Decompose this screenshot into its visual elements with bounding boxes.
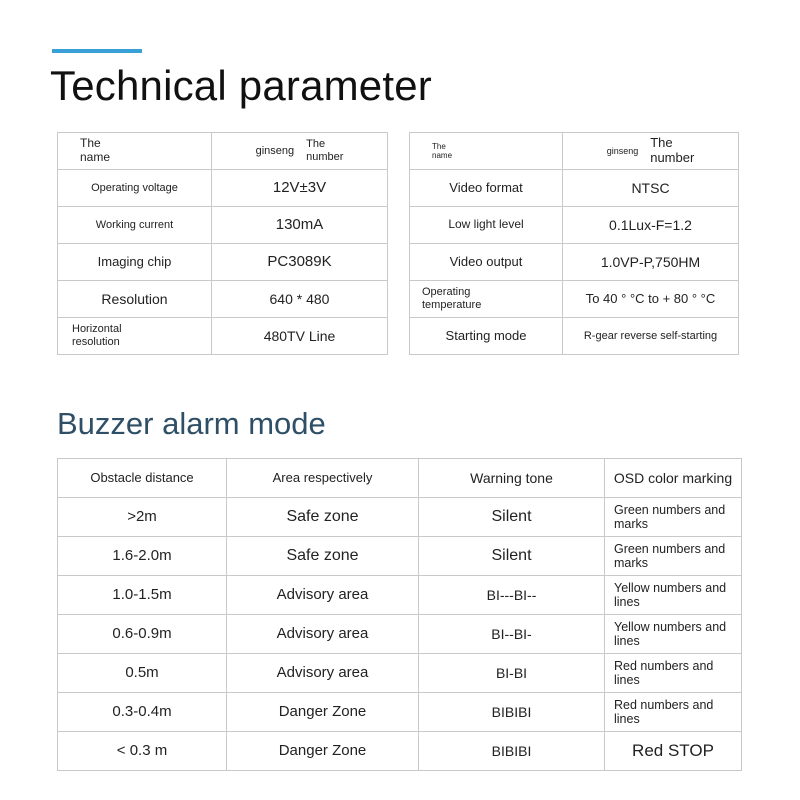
param-name: Low light level (410, 207, 563, 244)
table-row (410, 244, 739, 281)
tone-cell: BIBIBI (419, 693, 605, 732)
table-row (58, 693, 742, 732)
osd-cell (605, 654, 742, 693)
param-table-right (409, 132, 739, 355)
table-row (58, 615, 742, 654)
osd-cell (605, 615, 742, 654)
table-header-row (410, 133, 739, 170)
column-header: Warning tone (419, 459, 605, 498)
param-name-line2: resolution (72, 336, 120, 348)
param-name: Imaging chip (58, 244, 212, 281)
section-title-buzzer: Buzzer alarm mode (57, 406, 326, 441)
distance-cell: < 0.3 m (58, 732, 227, 771)
param-value: To 40 ° °C to + 80 ° °C (563, 281, 739, 318)
area-cell: Safe zone (227, 537, 419, 576)
param-table-left (57, 132, 388, 355)
param-value: 130mA (212, 207, 388, 244)
header-name-line2: name (432, 151, 453, 160)
tone-cell: BI-BI (419, 654, 605, 693)
param-name: Operating voltage (58, 170, 212, 207)
osd-line1: Yellow numbers and (614, 619, 727, 634)
param-name: Working current (58, 207, 212, 244)
param-name: Video format (410, 170, 563, 207)
table-row (58, 576, 742, 615)
param-name-cell (410, 281, 563, 318)
table-header-row (58, 459, 742, 498)
param-name-line2: temperature (422, 299, 482, 311)
table-row (58, 207, 388, 244)
table-row (410, 207, 739, 244)
osd-line2: marks (614, 556, 649, 570)
header-name-line1: The (80, 136, 101, 151)
param-name: Resolution (58, 281, 212, 318)
header-number-line1: The (650, 135, 673, 151)
table-row (58, 281, 388, 318)
column-header: OSD color marking (605, 459, 742, 498)
table-row (58, 654, 742, 693)
table-row (58, 170, 388, 207)
distance-cell: 1.6-2.0m (58, 537, 227, 576)
tone-cell: Silent (419, 498, 605, 537)
area-cell: Safe zone (227, 498, 419, 537)
osd-cell (605, 693, 742, 732)
header-value-cell (212, 133, 388, 170)
osd-cell (605, 576, 742, 615)
header-value-cell (563, 133, 739, 170)
distance-cell: 0.5m (58, 654, 227, 693)
header-name-cell (410, 133, 563, 170)
table-row (410, 281, 739, 318)
area-cell: Danger Zone (227, 732, 419, 771)
param-value: NTSC (563, 170, 739, 207)
table-row (410, 318, 739, 355)
osd-cell: Red STOP (605, 732, 742, 771)
osd-line2: marks (614, 517, 649, 531)
osd-line1: Green numbers and (614, 502, 726, 517)
osd-line1: Yellow numbers and (614, 580, 727, 595)
table-row (58, 732, 742, 771)
tone-cell: BI--BI- (419, 615, 605, 654)
tone-cell: BIBIBI (419, 732, 605, 771)
param-name-cell (58, 318, 212, 355)
param-value: 640 * 480 (212, 281, 388, 318)
distance-cell: >2m (58, 498, 227, 537)
param-name: Starting mode (410, 318, 563, 355)
table-row (410, 170, 739, 207)
table-row (58, 537, 742, 576)
param-name-line1: Horizontal (72, 323, 122, 336)
tone-cell: BI---BI-- (419, 576, 605, 615)
osd-cell (605, 498, 742, 537)
header-number-line2: number (306, 151, 344, 163)
osd-line1: Red numbers and lines (614, 658, 714, 687)
table-row (58, 498, 742, 537)
buzzer-table (57, 458, 742, 771)
column-header: Area respectively (227, 459, 419, 498)
header-number-line2: number (650, 150, 695, 165)
tone-cell: Silent (419, 537, 605, 576)
param-value: 12V±3V (212, 170, 388, 207)
distance-cell: 1.0-1.5m (58, 576, 227, 615)
osd-cell (605, 537, 742, 576)
section-title-technical: Technical parameter (50, 62, 432, 109)
osd-line2: lines (614, 595, 640, 609)
osd-line1: Red numbers and lines (614, 697, 714, 726)
param-value: 480TV Line (212, 318, 388, 355)
param-name: Video output (410, 244, 563, 281)
table-header-row (58, 133, 388, 170)
param-value: PC3089K (212, 244, 388, 281)
distance-cell: 0.3-0.4m (58, 693, 227, 732)
header-name-cell (58, 133, 212, 170)
osd-line2: lines (614, 634, 640, 648)
header-number-line1: The (306, 138, 326, 151)
accent-bar (52, 49, 142, 53)
table-row (58, 244, 388, 281)
area-cell: Advisory area (227, 654, 419, 693)
table-row (58, 318, 388, 355)
area-cell: Advisory area (227, 615, 419, 654)
param-value: 0.1Lux-F=1.2 (563, 207, 739, 244)
param-name-line1: Operating (422, 286, 471, 299)
header-name-line2: name (80, 150, 111, 164)
column-header: Obstacle distance (58, 459, 227, 498)
header-ginseng: ginseng (606, 145, 639, 156)
param-value: 1.0VP-P,750HM (563, 244, 739, 281)
osd-line1: Green numbers and (614, 541, 726, 556)
param-value: R-gear reverse self-starting (563, 318, 739, 355)
area-cell: Danger Zone (227, 693, 419, 732)
distance-cell: 0.6-0.9m (58, 615, 227, 654)
header-ginseng: ginseng (255, 144, 295, 157)
header-name-line1: The (432, 141, 446, 151)
area-cell: Advisory area (227, 576, 419, 615)
